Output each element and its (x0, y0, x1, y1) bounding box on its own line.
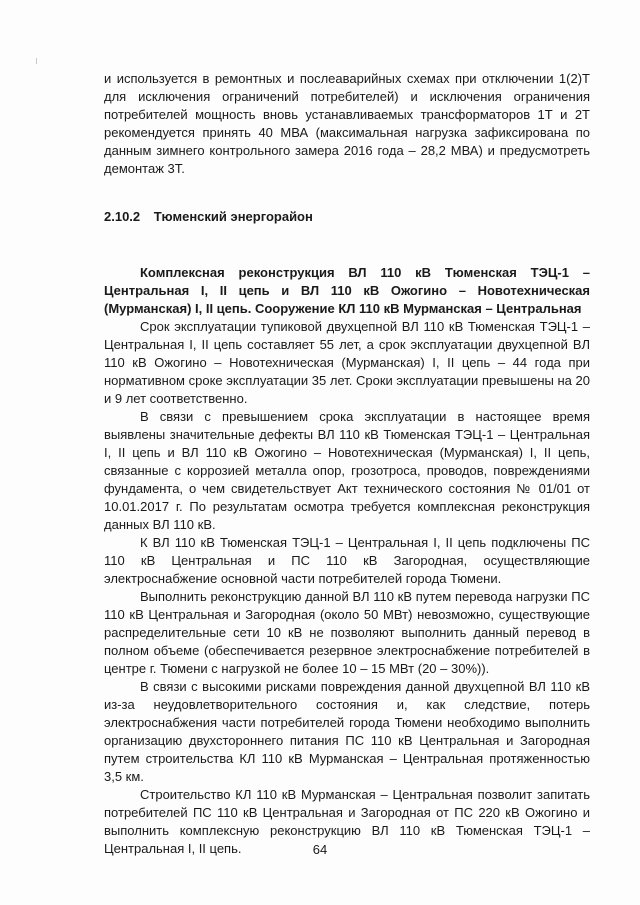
paragraph: В связи с высокими рисками повреждения данной двухцепной ВЛ 110 кВ из-за неудовлетворительного состояния и, как следствие, потерь электроснабжения части потребителей города Тюмени необходимо выполнить организацию двухстороннего питания ПС 110 кВ Центральная и Загородная путем строительства КЛ 110 кВ Мурманская – Центральная протяженностью 3,5 км. (104, 679, 590, 784)
paragraph-continued: и используется в ремонтных и послеаварийных схемах при отключении 1(2)Т для исключения ограничений потребителей) и исключения ограничения потребителей мощность вновь устанавливаемых трансформаторов 1Т и 2Т рекомендуется принять 40 МВА (максимальная нагрузка зафиксирована по данным зимнего контрольного замера 2016 года – 28,2 МВА) и предусмотреть демонтаж 3Т. (104, 71, 590, 176)
paragraph: Строительство КЛ 110 кВ Мурманская – Центральная позволит запитать потребителей ПС 110 кВ Центральная и Загородная от ПС 220 кВ Ожогино и выполнить комплексную реконструкцию ВЛ 110 кВ Тюменская ТЭЦ-1 – Центральная I, II цепь. (104, 787, 590, 856)
paragraph: Выполнить реконструкцию данной ВЛ 110 кВ путем перевода нагрузки ПС 110 кВ Центральная и Загородная (около 50 МВт) невозможно, существующие распределительные сети 10 кВ не позволяют выполнить данный перевод в полном объеме (обеспечивается резервное электроснабжение потребителей в центре г. Тюмени с нагрузкой не более 10 – 15 МВт (20 – 30%)). (104, 589, 590, 676)
page-body (104, 70, 590, 858)
page-number: 64 (312, 842, 328, 857)
paragraph: К ВЛ 110 кВ Тюменская ТЭЦ-1 – Центральная I, II цепь подключены ПС 110 кВ Центральная и ПС 110 кВ Загородная, осуществляющие электроснабжение основной части потребителей города Тюмени. (104, 535, 590, 586)
subsection-title: Комплексная реконструкция ВЛ 110 кВ Тюменская ТЭЦ-1 – Центральная I, II цепь и ВЛ 110 кВ Ожогино – Новотехническая (Мурманская) I, II цепь. Сооружение КЛ 110 кВ Мурманская – Центральная (104, 265, 590, 316)
paragraph: Срок эксплуатации тупиковой двухцепной ВЛ 110 кВ Тюменская ТЭЦ-1 – Центральная I, II цепь составляет 55 лет, а срок эксплуатации двухцепной ВЛ 110 кВ Ожогино – Новотехническая (Мурманская) I, II цепь – 44 года при нормативном сроке эксплуатации 35 лет. Сроки эксплуатации превышены на 20 и 9 лет соответственно. (104, 319, 590, 406)
section-number: 2.10.2 (104, 209, 141, 224)
section-title: Тюменский энергорайон (153, 209, 313, 224)
paragraph: В связи с превышением срока эксплуатации в настоящее время выявлены значительные дефекты ВЛ 110 кВ Тюменская ТЭЦ-1 – Центральная I, II цепь и ВЛ 110 кВ Ожогино – Новотехническая (Мурманская) I, II цепь, связанные с коррозией металла опор, грозотроса, проводов, повреждениями фундамента, о чем свидетельствует Акт технического состояния № 01/01 от 10.01.2017 г. По результатам осмотра требуется комплексная реконструкция данных ВЛ 110 кВ. (104, 409, 590, 532)
scan-mark (36, 58, 37, 64)
section-heading (104, 208, 590, 226)
